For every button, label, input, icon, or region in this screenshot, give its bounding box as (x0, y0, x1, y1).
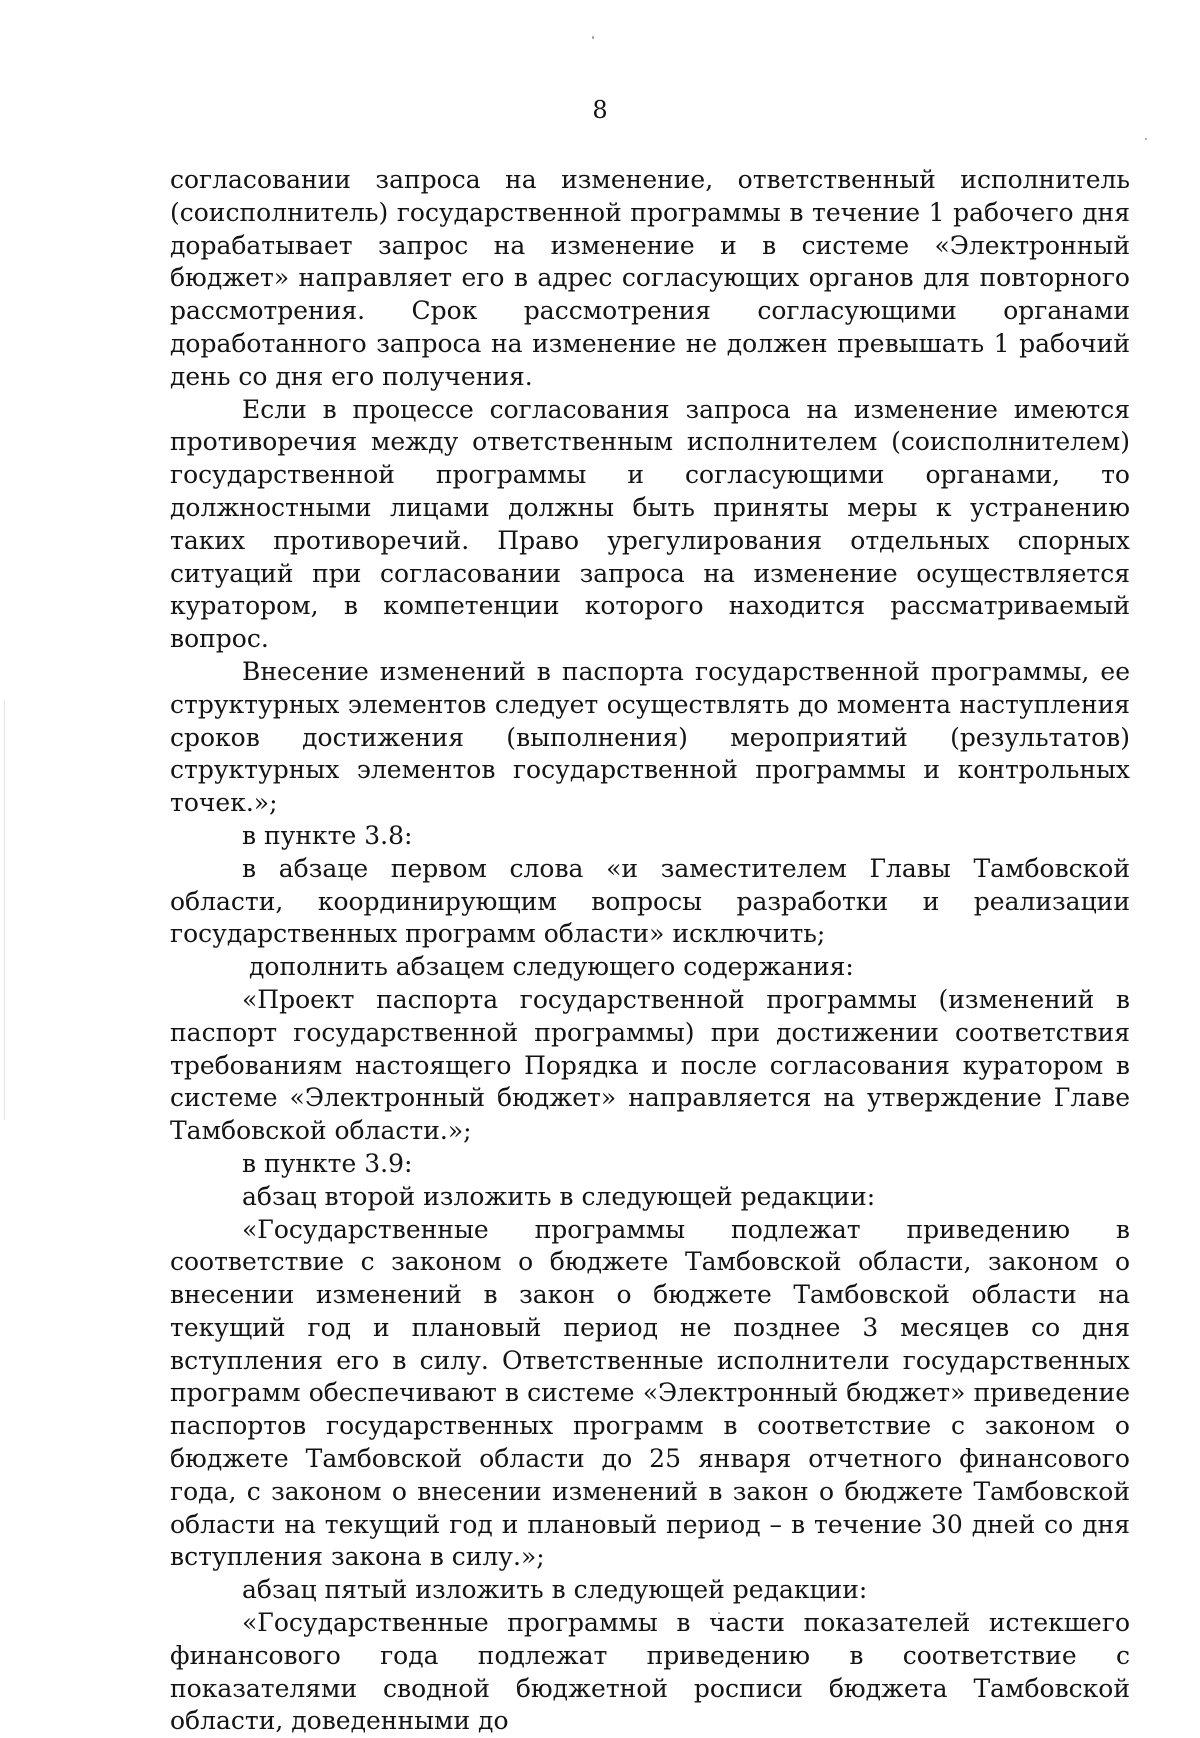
paragraph-add-abzac: дополнить абзацем следующего содержания: (249, 952, 854, 982)
paragraph-programs-indicators: «Государственные программы в части показателей истекшего финансового года подлежат приведению в соответствие с показателями сводной бюджетной росписи бюджета Тамбовской области, доведенными до (170, 1608, 1130, 1736)
document-body (170, 164, 1130, 1738)
paragraph-second-abzac: абзац второй изложить в следующей редакции: (242, 1181, 876, 1211)
paragraph-continuation: согласовании запроса на изменение, ответственный исполнитель (соисполнитель) государственной программы в течение 1 рабочего дня дорабатывает запрос на изменение и в системе «Электронный бюджет» направляет его в адрес согласующих органов для повторного рассмотрения. Срок рассмотрения согласующими органами доработанного запроса на изменение не должен превышать 1 рабочий день со дня его получения. (170, 165, 1130, 391)
scan-speck (592, 36, 594, 39)
scan-edge-line (4, 700, 5, 1120)
page-number: 8 (592, 96, 608, 124)
paragraph-passport-project: «Проект паспорта государственной программы (изменений в паспорт государственной программы) при достижении соответствия требованиям настоящего Порядка и после согласования куратором в системе «Электронный бюджет» направляется на утверждение Главе Тамбовской области.»; (170, 984, 1130, 1146)
scan-speck (1145, 138, 1147, 140)
paragraph-passport-changes: Внесение изменений в паспорта государственной программы, ее структурных элементов следует осуществлять до момента наступления сроков достижения (выполнения) мероприятий (результатов) структурных элементов государственной программы и контрольных точек.»; (170, 656, 1130, 818)
paragraph-clause-3-9: в пункте 3.9: (242, 1148, 413, 1178)
paragraph-programs-compliance: «Государственные программы подлежат приведению в соответствие с законом о бюджете Тамбовской области, законом о внесении изменений в закон о бюджете Тамбовской области на текущий год и плановый период не позднее 3 месяцев со дня вступления его в силу. Ответственные исполнители государственных программ обеспечивают в системе «Электронный бюджет» приведение паспортов государственных программ в соответствие с законом о бюджете Тамбовской области до 25 января отчетного финансового года, с законом о внесении изменений в закон о бюджете Тамбовской области на текущий год и плановый период – в течение 30 дней со дня вступления закона в силу.»; (170, 1214, 1130, 1572)
paragraph-contradictions: Если в процессе согласования запроса на изменение имеются противоречия между ответственным исполнителем (соисполнителем) государственной программы и согласующими органами, то должностными лицами должны быть приняты меры к устранению таких противоречий. Право урегулирования отдельных спорных ситуаций при согласовании запроса на изменение осуществляется куратором, в компетенции которого находится рассматриваемый вопрос. (170, 394, 1130, 654)
paragraph-first-abzac: в абзаце первом слова «и заместителем Главы Тамбовской области, координирующим вопросы разработки и реализации государственных программ области» исключить; (170, 853, 1130, 949)
paragraph-fifth-abzac: абзац пятый изложить в следующей редакции: (242, 1575, 868, 1605)
paragraph-clause-3-8: в пункте 3.8: (242, 820, 413, 850)
